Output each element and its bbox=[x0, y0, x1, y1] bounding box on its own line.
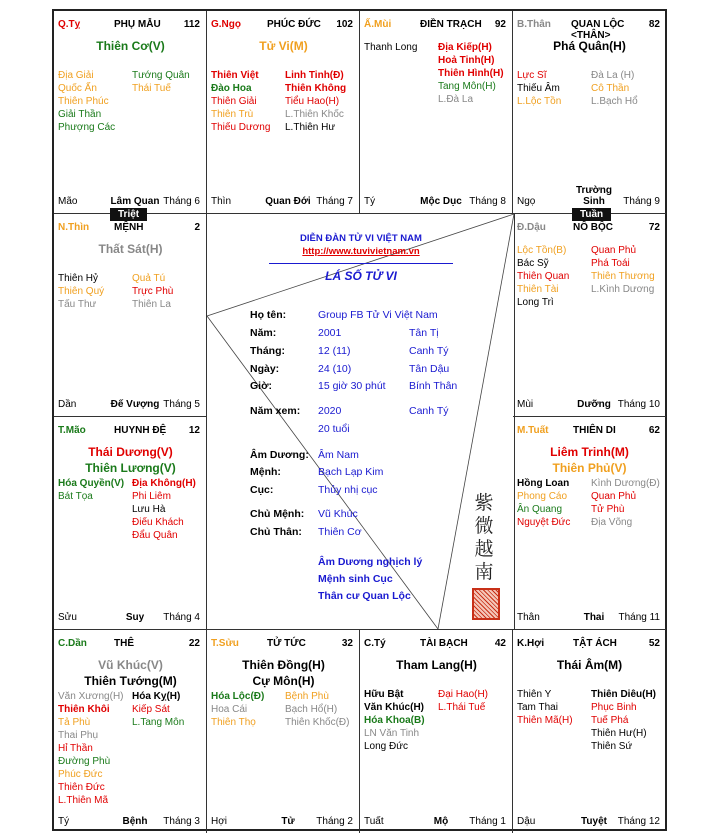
star: Thiên Phúc bbox=[58, 96, 109, 107]
month: Tháng 3 bbox=[163, 816, 200, 827]
star: Phi Liêm bbox=[132, 491, 171, 502]
main-star: Thiên Phủ(V) bbox=[552, 461, 627, 475]
info-label: Mệnh: bbox=[250, 466, 281, 478]
star: Phượng Các bbox=[58, 122, 116, 133]
life-stage: Bệnh bbox=[122, 816, 148, 827]
star: Thái Tuế bbox=[132, 83, 171, 94]
star: Quan Phủ bbox=[591, 491, 637, 502]
star: Hồng Loan bbox=[517, 478, 570, 489]
info-value: 20 tuổi bbox=[318, 423, 350, 435]
star: Địa Võng bbox=[591, 517, 633, 528]
star: Văn Xương(H) bbox=[58, 691, 124, 702]
star: Thiên Hỷ bbox=[58, 273, 99, 284]
star: L.Tang Môn bbox=[132, 717, 185, 728]
palace-name: PHÚC ĐỨC bbox=[267, 19, 321, 30]
month: Tháng 7 bbox=[316, 196, 353, 207]
star: Quốc Ấn bbox=[58, 83, 97, 94]
star: Thiếu Dương bbox=[211, 122, 271, 133]
palace-name: QUAN LỘC <THÂN> bbox=[571, 19, 625, 41]
palace-dien-trach bbox=[360, 11, 513, 214]
info-value-2: Tân Dậu bbox=[409, 363, 450, 375]
can-chi: C.Tý bbox=[364, 638, 386, 649]
palace-name: ĐIỀN TRẠCH bbox=[420, 19, 482, 30]
info-label: Cục: bbox=[250, 484, 274, 496]
stars-right bbox=[438, 41, 504, 106]
star: Phá Toái bbox=[591, 258, 630, 269]
star: Thiên Đức bbox=[58, 782, 105, 793]
palace-name: MỆNH bbox=[114, 222, 144, 233]
life-stage: Đế Vượng bbox=[110, 399, 160, 410]
star: Thiên Khốc(Đ) bbox=[285, 717, 350, 728]
star: Thiên Việt bbox=[211, 70, 259, 81]
branch: Sửu bbox=[58, 612, 77, 623]
branch: Tý bbox=[364, 196, 376, 207]
forum-name: DIỄN ĐÀN TỬ VI VIỆT NAM bbox=[300, 233, 422, 244]
info-label: Họ tên: bbox=[250, 309, 287, 321]
palace-number: 2 bbox=[194, 222, 200, 233]
can-chi: M.Tuất bbox=[517, 425, 549, 436]
star: LN Văn Tinh bbox=[364, 728, 420, 739]
stars-left bbox=[517, 244, 569, 309]
star: Linh Tinh(Đ) bbox=[285, 70, 344, 81]
star: Bác Sỹ bbox=[517, 258, 549, 269]
star: Quả Tú bbox=[132, 273, 166, 284]
star: Đào Hoa bbox=[211, 83, 252, 94]
star: Thiên Khôi bbox=[58, 704, 110, 715]
star: Địa Giải bbox=[58, 70, 94, 81]
star: Phục Binh bbox=[591, 702, 637, 713]
info-value-2: Tân Tị bbox=[409, 327, 439, 339]
main-star: Thất Sát(H) bbox=[98, 242, 163, 256]
info-value: Vũ Khúc bbox=[318, 508, 358, 520]
month: Tháng 6 bbox=[163, 196, 200, 207]
star: Thiên Trù bbox=[211, 109, 254, 120]
star: L.Thiên Mã bbox=[58, 795, 109, 806]
info-value-2: Canh Tý bbox=[409, 405, 449, 417]
palace-number: 72 bbox=[648, 222, 660, 233]
info-label: Chủ Mệnh: bbox=[250, 508, 305, 520]
can-chi: G.Ngọ bbox=[211, 19, 241, 30]
branch: Thân bbox=[517, 612, 540, 623]
palace-number: 112 bbox=[183, 19, 200, 30]
life-stage: Lâm Quan bbox=[110, 196, 160, 207]
stars-right bbox=[285, 69, 346, 134]
stars-left bbox=[517, 688, 573, 727]
month: Tháng 12 bbox=[617, 816, 660, 827]
star: Hóa Lộc(Đ) bbox=[211, 691, 265, 702]
star: Tiểu Hao(H) bbox=[285, 96, 340, 107]
palace-name: TỬ TỨC bbox=[267, 638, 306, 649]
life-stage: Dưỡng bbox=[577, 399, 611, 410]
stars-right bbox=[591, 688, 656, 753]
palace-number: 92 bbox=[494, 19, 506, 30]
palace-name: THÊ bbox=[114, 638, 134, 649]
can-chi: B.Thân bbox=[517, 19, 551, 30]
star: Long Trì bbox=[517, 297, 554, 308]
main-star: Thiên Đồng(H) bbox=[242, 658, 325, 672]
main-star: Cự Môn(H) bbox=[252, 674, 315, 688]
branch: Ngọ bbox=[517, 196, 536, 207]
palace-number: 52 bbox=[648, 638, 660, 649]
stars-left bbox=[58, 69, 115, 134]
branch: Mão bbox=[58, 196, 78, 207]
stars-left bbox=[211, 69, 270, 134]
palace-phu-mau bbox=[54, 11, 207, 214]
stars-right bbox=[285, 690, 349, 729]
star: Hóa Quyền(V) bbox=[58, 478, 125, 489]
seal-stamp bbox=[472, 588, 500, 620]
palace-huynh-de bbox=[54, 417, 207, 630]
month: Tháng 2 bbox=[316, 816, 353, 827]
palace-no-boc bbox=[513, 214, 666, 417]
month: Tháng 9 bbox=[623, 196, 660, 207]
star: L.Đà La bbox=[438, 94, 474, 105]
star: Địa Kiếp(H) bbox=[438, 42, 492, 53]
palace-phuc-duc bbox=[207, 11, 360, 214]
seal-text: 紫 微 越 南 bbox=[474, 492, 494, 583]
month: Tháng 1 bbox=[469, 816, 506, 827]
stars-right bbox=[438, 688, 488, 714]
info-label: Tháng: bbox=[250, 345, 285, 357]
info-label: Chủ Thân: bbox=[250, 526, 302, 538]
star: Thanh Long bbox=[364, 42, 418, 53]
month: Tháng 10 bbox=[617, 399, 660, 410]
main-star: Thái Dương(V) bbox=[88, 445, 173, 459]
star: Hóa Kỵ(H) bbox=[132, 691, 181, 702]
star: Cô Thần bbox=[591, 83, 630, 94]
branch: Mùi bbox=[517, 399, 534, 410]
star: Hoả Tinh(H) bbox=[438, 55, 495, 66]
stars-left bbox=[364, 688, 425, 753]
stars-left bbox=[211, 690, 264, 729]
palace-quan-loc bbox=[513, 11, 666, 214]
chart-note: Mệnh sinh Cục bbox=[318, 573, 393, 585]
chart-note: Thân cư Quan Lộc bbox=[318, 590, 411, 602]
star: Thiên Tài bbox=[517, 284, 559, 295]
can-chi: Q.Tỵ bbox=[58, 19, 81, 30]
star: Đà La (H) bbox=[591, 70, 635, 81]
star: Thiên Sứ bbox=[591, 741, 633, 752]
info-label: Ngày: bbox=[250, 363, 280, 375]
life-stage: Tuyệt bbox=[581, 816, 607, 827]
star: L.Thái Tuế bbox=[438, 702, 486, 713]
star: Hữu Bật bbox=[364, 689, 404, 700]
info-value: 12 (11) bbox=[318, 345, 351, 357]
stars-left bbox=[517, 477, 570, 529]
star: L.Thiên Khốc bbox=[285, 109, 344, 120]
star: Tả Phù bbox=[58, 717, 91, 728]
info-label: Âm Dương: bbox=[250, 449, 309, 461]
palace-number: 42 bbox=[494, 638, 506, 649]
star: Thiếu Âm bbox=[517, 83, 560, 94]
star: Thai Phụ bbox=[58, 730, 99, 741]
star: Thiên Diêu(H) bbox=[591, 689, 656, 700]
palace-number: 32 bbox=[341, 638, 353, 649]
star: Đường Phù bbox=[58, 756, 111, 767]
main-star: Liêm Trinh(M) bbox=[550, 445, 629, 459]
forum-url[interactable]: http://www.tuvivietnam.vn bbox=[302, 246, 420, 257]
star: Phúc Đức bbox=[58, 769, 103, 780]
can-chi: T.Mão bbox=[58, 425, 86, 436]
center-panel bbox=[207, 214, 515, 630]
palace-name: HUYNH ĐỆ bbox=[114, 425, 167, 436]
palace-number: 12 bbox=[188, 425, 200, 436]
can-chi: C.Dần bbox=[58, 638, 87, 649]
main-star: Vũ Khúc(V) bbox=[98, 658, 163, 672]
star: Hoa Cái bbox=[211, 704, 248, 715]
life-stage: Tử bbox=[281, 816, 295, 827]
star: Ân Quang bbox=[517, 504, 563, 515]
star: Tang Môn(H) bbox=[438, 81, 496, 92]
star: Thiên Hình(H) bbox=[438, 68, 504, 79]
star: Trực Phù bbox=[132, 286, 174, 297]
palace-number: 22 bbox=[188, 638, 200, 649]
info-value: 24 (10) bbox=[318, 363, 352, 375]
branch: Hợi bbox=[211, 816, 228, 827]
star: L.Thiên Hư bbox=[285, 122, 336, 133]
star: Thiên Hư(H) bbox=[591, 728, 647, 739]
star: Hỉ Thần bbox=[58, 743, 93, 754]
star: Thiên Quan bbox=[517, 271, 570, 282]
triet-marker: Triệt bbox=[110, 208, 147, 221]
star: Nguyệt Đức bbox=[517, 517, 571, 528]
star: Quan Phủ bbox=[591, 245, 637, 256]
palace-name: TÀI BẠCH bbox=[420, 638, 468, 649]
stars-right bbox=[132, 477, 196, 542]
branch: Tuất bbox=[364, 816, 384, 827]
main-star: Tử Vi(M) bbox=[259, 39, 308, 53]
star: Tuế Phá bbox=[591, 715, 629, 726]
stars-right bbox=[132, 690, 184, 729]
info-value: Thủy nhị cục bbox=[318, 484, 378, 496]
branch: Tý bbox=[58, 816, 70, 827]
info-label: Giờ: bbox=[250, 380, 273, 392]
info-value: 15 giờ 30 phút bbox=[318, 380, 386, 392]
life-stage: Mộc Dục bbox=[420, 196, 462, 207]
stars-left bbox=[58, 477, 124, 503]
horoscope-chart bbox=[52, 9, 667, 831]
stars-left bbox=[517, 69, 561, 108]
stars-right bbox=[591, 244, 655, 296]
info-value: 2001 bbox=[318, 327, 342, 339]
palace-menh bbox=[54, 214, 207, 417]
tuan-marker: Tuần bbox=[572, 208, 611, 221]
info-value: Thiên Cơ bbox=[318, 526, 362, 538]
star: Thiên La bbox=[132, 299, 171, 310]
main-star: Thiên Cơ(V) bbox=[96, 39, 165, 53]
star: L.Lộc Tồn bbox=[517, 96, 562, 107]
star: Kình Dương(Đ) bbox=[591, 478, 660, 489]
can-chi: N.Thìn bbox=[58, 222, 90, 233]
main-star: Tham Lang(H) bbox=[396, 658, 477, 672]
star: Địa Không(H) bbox=[132, 478, 196, 489]
palace-name: PHỤ MẪU bbox=[114, 19, 161, 30]
star: Hóa Khoa(B) bbox=[364, 715, 425, 726]
month: Tháng 8 bbox=[469, 196, 506, 207]
stars-right bbox=[132, 272, 173, 311]
star: Văn Khúc(H) bbox=[364, 702, 424, 713]
stars-right bbox=[591, 477, 660, 529]
palace-tat-ach bbox=[513, 630, 666, 833]
star: Thiên Quý bbox=[58, 286, 105, 297]
palace-number: 82 bbox=[648, 19, 660, 30]
star: Bệnh Phù bbox=[285, 691, 329, 702]
star: Giải Thần bbox=[58, 109, 102, 120]
branch: Dần bbox=[58, 399, 77, 410]
star: Tấu Thư bbox=[58, 299, 97, 310]
palace-tai-bach bbox=[360, 630, 513, 833]
month: Tháng 4 bbox=[163, 612, 200, 623]
star: Thiên Mã(H) bbox=[517, 715, 573, 726]
stars-left bbox=[58, 690, 124, 807]
can-chi: Đ.Dậu bbox=[517, 222, 546, 233]
life-stage: Quan Đới bbox=[265, 196, 311, 207]
palace-name: TẬT ÁCH bbox=[573, 638, 617, 649]
life-stage: Suy bbox=[125, 612, 145, 623]
star: Kiếp Sát bbox=[132, 704, 170, 715]
star: Thiên Giải bbox=[211, 96, 257, 107]
star: Tam Thai bbox=[517, 702, 558, 713]
main-star: Thiên Tướng(M) bbox=[84, 674, 177, 688]
palace-number: 62 bbox=[648, 425, 660, 436]
palace-name: THIÊN DI bbox=[573, 425, 616, 436]
life-stage: Mộ bbox=[433, 816, 449, 827]
can-chi: K.Hợi bbox=[517, 638, 545, 649]
stars-left bbox=[58, 272, 104, 311]
stars-right bbox=[591, 69, 638, 108]
chart-title: LÁ SỐ TỬ VI bbox=[325, 269, 397, 283]
palace-name: NÔ BỘC bbox=[573, 222, 613, 233]
star: L.Bạch Hổ bbox=[591, 96, 638, 107]
star: Lưu Hà bbox=[132, 504, 166, 515]
info-value-2: Canh Tý bbox=[409, 345, 449, 357]
star: Thiên Y bbox=[517, 689, 552, 700]
stars-right bbox=[132, 69, 190, 95]
star: Bát Tọa bbox=[58, 491, 93, 502]
info-value: 2020 bbox=[318, 405, 342, 417]
star: Điếu Khách bbox=[132, 517, 184, 528]
info-value-2: Bính Thân bbox=[409, 380, 458, 392]
can-chi: T.Sửu bbox=[211, 638, 239, 649]
info-value: Bạch Lạp Kim bbox=[318, 466, 384, 478]
chart-note: Âm Dương nghịch lý bbox=[318, 556, 423, 568]
branch: Thìn bbox=[211, 196, 232, 207]
main-star: Thái Âm(M) bbox=[556, 658, 623, 672]
stars-left bbox=[364, 41, 417, 54]
month: Tháng 5 bbox=[163, 399, 200, 410]
main-star: Phá Quân(H) bbox=[553, 39, 626, 53]
star: Tử Phù bbox=[591, 504, 625, 515]
star: Lực Sĩ bbox=[517, 70, 547, 81]
divider bbox=[269, 263, 453, 264]
life-stage: Trường Sinh bbox=[575, 185, 612, 207]
star: Bạch Hổ(H) bbox=[285, 704, 338, 715]
star: Thiên Thọ bbox=[211, 717, 256, 728]
info-value: Âm Nam bbox=[318, 449, 359, 461]
star: Tướng Quân bbox=[132, 70, 190, 81]
star: Long Đức bbox=[364, 741, 408, 752]
palace-thien-di bbox=[513, 417, 666, 630]
star: Phong Cáo bbox=[517, 491, 568, 502]
star: L.Kình Dương bbox=[591, 284, 655, 295]
branch: Dậu bbox=[517, 816, 536, 827]
palace-tu-tuc bbox=[207, 630, 360, 833]
star: Đẩu Quân bbox=[132, 530, 178, 541]
life-stage: Thai bbox=[583, 612, 605, 623]
info-label: Năm: bbox=[250, 327, 277, 339]
palace-number: 102 bbox=[336, 19, 353, 30]
star: Lộc Tồn(B) bbox=[517, 245, 567, 256]
star: Đại Hao(H) bbox=[438, 689, 489, 700]
star: Thiên Không bbox=[285, 83, 347, 94]
can-chi: Ấ.Mùi bbox=[364, 19, 392, 30]
palace-the bbox=[54, 630, 207, 833]
month: Tháng 11 bbox=[618, 612, 660, 623]
main-star: Thiên Lương(V) bbox=[85, 461, 176, 475]
star: Thiên Thương bbox=[591, 271, 655, 282]
info-value: Group FB Tử Vi Việt Nam bbox=[318, 309, 438, 321]
info-label: Năm xem: bbox=[250, 405, 301, 417]
